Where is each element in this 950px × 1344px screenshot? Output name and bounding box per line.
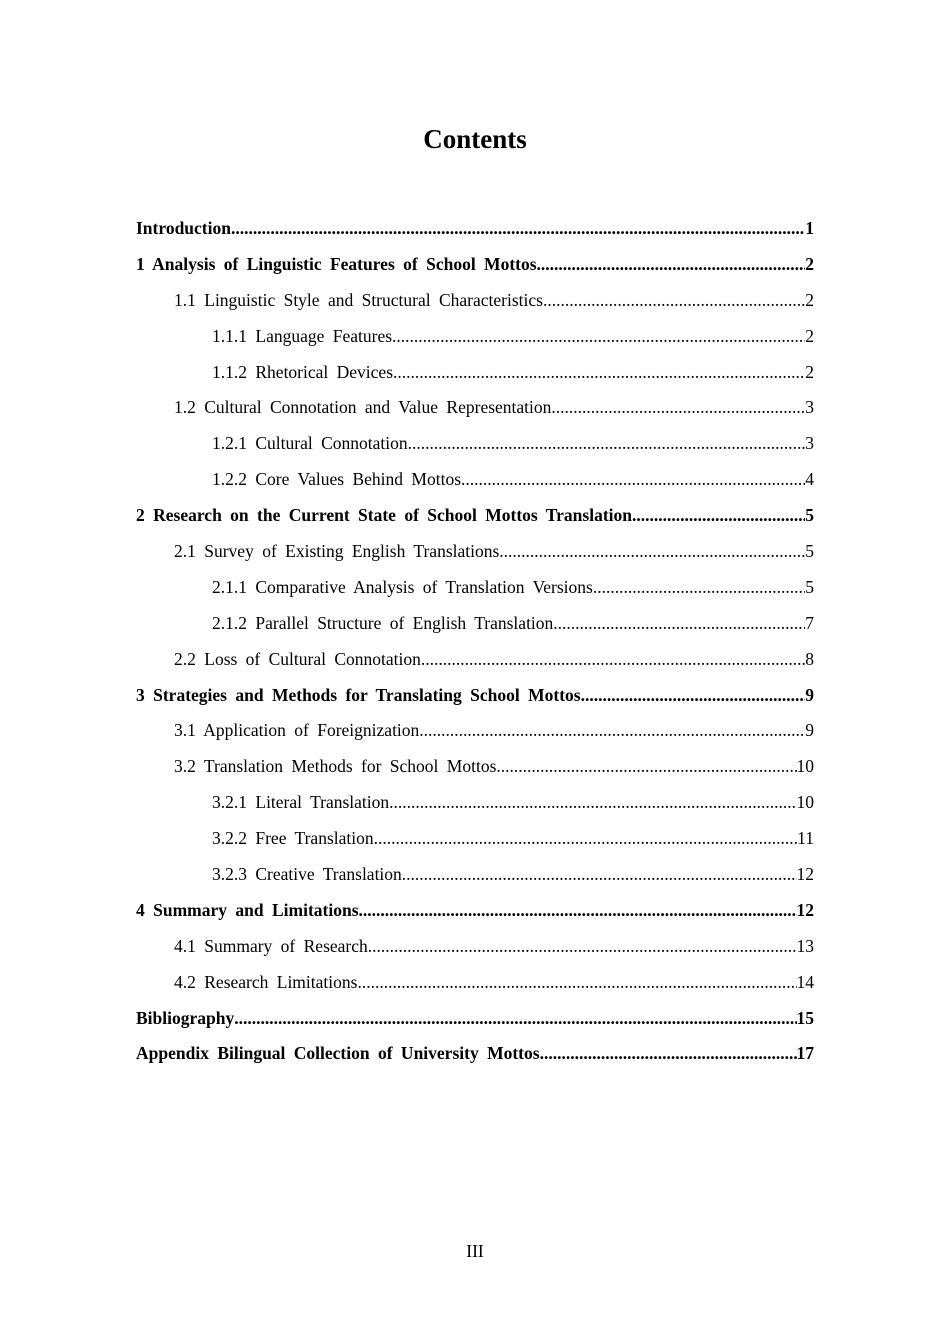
toc-entry[interactable] [136, 211, 814, 247]
dot-leader [231, 211, 805, 247]
toc-entry-page: 4 [805, 469, 814, 490]
dot-leader [419, 713, 805, 749]
toc-entry[interactable] [136, 785, 814, 821]
toc-entry[interactable] [136, 678, 814, 714]
dot-leader [540, 1036, 797, 1072]
toc-entry-title: 3.2 Translation Methods for School Mottos [174, 756, 497, 777]
toc-entry-page: 5 [805, 505, 814, 526]
table-of-contents [136, 211, 814, 1072]
toc-entry[interactable] [136, 713, 814, 749]
toc-entry[interactable] [136, 749, 814, 785]
toc-entry-title: 1.1.2 Rhetorical Devices [212, 361, 394, 382]
toc-entry-page: 13 [796, 935, 814, 956]
toc-entry-page: 14 [796, 971, 814, 992]
toc-entry-page: 11 [797, 828, 814, 849]
toc-entry-page: 9 [805, 720, 814, 741]
toc-entry-page: 1 [805, 218, 814, 238]
toc-entry-title: 3.2.2 Free Translation [212, 828, 374, 849]
toc-entry-page: 2 [805, 325, 814, 346]
dot-leader [421, 642, 805, 678]
toc-entry-title: 2.2 Loss of Cultural Connotation [174, 648, 421, 669]
toc-entry[interactable] [136, 570, 814, 606]
toc-entry[interactable] [136, 929, 814, 965]
toc-entry-title: Introduction [136, 218, 231, 238]
toc-entry-title: 2.1.2 Parallel Structure of English Translation [212, 612, 554, 633]
toc-entry-title: 3.2.3 Creative Translation [212, 864, 402, 885]
toc-entry[interactable] [136, 462, 814, 498]
dot-leader [461, 462, 805, 498]
toc-entry-page: 2 [805, 361, 814, 382]
toc-entry-page: 7 [805, 612, 814, 633]
toc-entry-title: 4.2 Research Limitations [174, 971, 358, 992]
toc-entry-title: 2.1 Survey of Existing English Translations [174, 541, 500, 562]
toc-entry[interactable] [136, 426, 814, 462]
dot-leader [392, 319, 805, 355]
toc-entry-page: 5 [805, 576, 814, 597]
toc-entry-page: 12 [796, 864, 814, 885]
dot-leader [632, 498, 805, 534]
toc-entry-page: 15 [796, 1007, 814, 1028]
dot-leader [551, 390, 805, 426]
toc-entry-title: 1.2.1 Cultural Connotation [212, 433, 408, 454]
toc-entry-page: 17 [796, 1043, 814, 1064]
toc-entry[interactable] [136, 355, 814, 391]
toc-entry-title: Bibliography [136, 1007, 235, 1028]
dot-leader [593, 570, 805, 606]
dot-leader [553, 606, 805, 642]
dot-leader [374, 821, 798, 857]
toc-entry[interactable] [136, 857, 814, 893]
toc-entry-title: 3.1 Application of Foreignization [174, 720, 420, 741]
toc-entry[interactable] [136, 642, 814, 678]
toc-entry[interactable] [136, 319, 814, 355]
toc-entry[interactable] [136, 965, 814, 1001]
toc-entry-page: 9 [805, 684, 814, 705]
toc-entry-title: 3.2.1 Literal Translation [212, 792, 390, 813]
toc-entry-page: 2 [805, 289, 814, 310]
toc-entry-title: 1.2 Cultural Connotation and Value Representation [174, 397, 552, 418]
toc-entry-title: 4 Summary and Limitations [136, 899, 359, 920]
dot-leader [368, 929, 797, 965]
dot-leader [357, 965, 796, 1001]
toc-entry-title: 4.1 Summary of Research [174, 935, 368, 956]
dot-leader [402, 857, 797, 893]
toc-entry[interactable] [136, 821, 814, 857]
toc-entry-title: Appendix Bilingual Collection of University Mottos [136, 1043, 540, 1064]
dot-leader [393, 355, 805, 391]
toc-entry-title: 3 Strategies and Methods for Translating School Mottos [136, 684, 581, 705]
toc-entry-page: 3 [805, 433, 814, 454]
toc-entry-page: 8 [805, 648, 814, 669]
toc-entry-page: 10 [796, 792, 814, 813]
toc-entry[interactable] [136, 283, 814, 319]
toc-entry[interactable] [136, 534, 814, 570]
toc-entry-page: 10 [796, 756, 814, 777]
toc-entry-page: 5 [805, 541, 814, 562]
toc-entry[interactable] [136, 1036, 814, 1072]
toc-entry-title: 1 Analysis of Linguistic Features of School Mottos [136, 253, 537, 274]
toc-entry[interactable] [136, 498, 814, 534]
toc-entry[interactable] [136, 1001, 814, 1037]
dot-leader [499, 534, 805, 570]
page-title: Contents [423, 124, 527, 154]
dot-leader [389, 785, 796, 821]
dot-leader [234, 1001, 796, 1037]
dot-leader [408, 426, 806, 462]
toc-entry-title: 2 Research on the Current State of School Mottos Translation [136, 505, 632, 526]
toc-entry-title: 1.1.1 Language Features [212, 325, 393, 346]
toc-entry-page: 12 [796, 899, 814, 920]
toc-entry-page: 2 [805, 253, 814, 274]
toc-entry-title: 2.1.1 Comparative Analysis of Translation Versions [212, 576, 593, 597]
dot-leader [581, 678, 806, 714]
toc-entry[interactable] [136, 247, 814, 283]
page-number: III [466, 1241, 484, 1261]
toc-entry[interactable] [136, 893, 814, 929]
dot-leader [537, 247, 806, 283]
dot-leader [496, 749, 796, 785]
toc-entry-page: 3 [805, 397, 814, 418]
toc-entry-title: 1.1 Linguistic Style and Structural Characteristics [174, 289, 543, 310]
dot-leader [359, 893, 797, 929]
dot-leader [543, 283, 805, 319]
toc-entry[interactable] [136, 390, 814, 426]
toc-entry[interactable] [136, 606, 814, 642]
toc-entry-title: 1.2.2 Core Values Behind Mottos [212, 469, 462, 490]
